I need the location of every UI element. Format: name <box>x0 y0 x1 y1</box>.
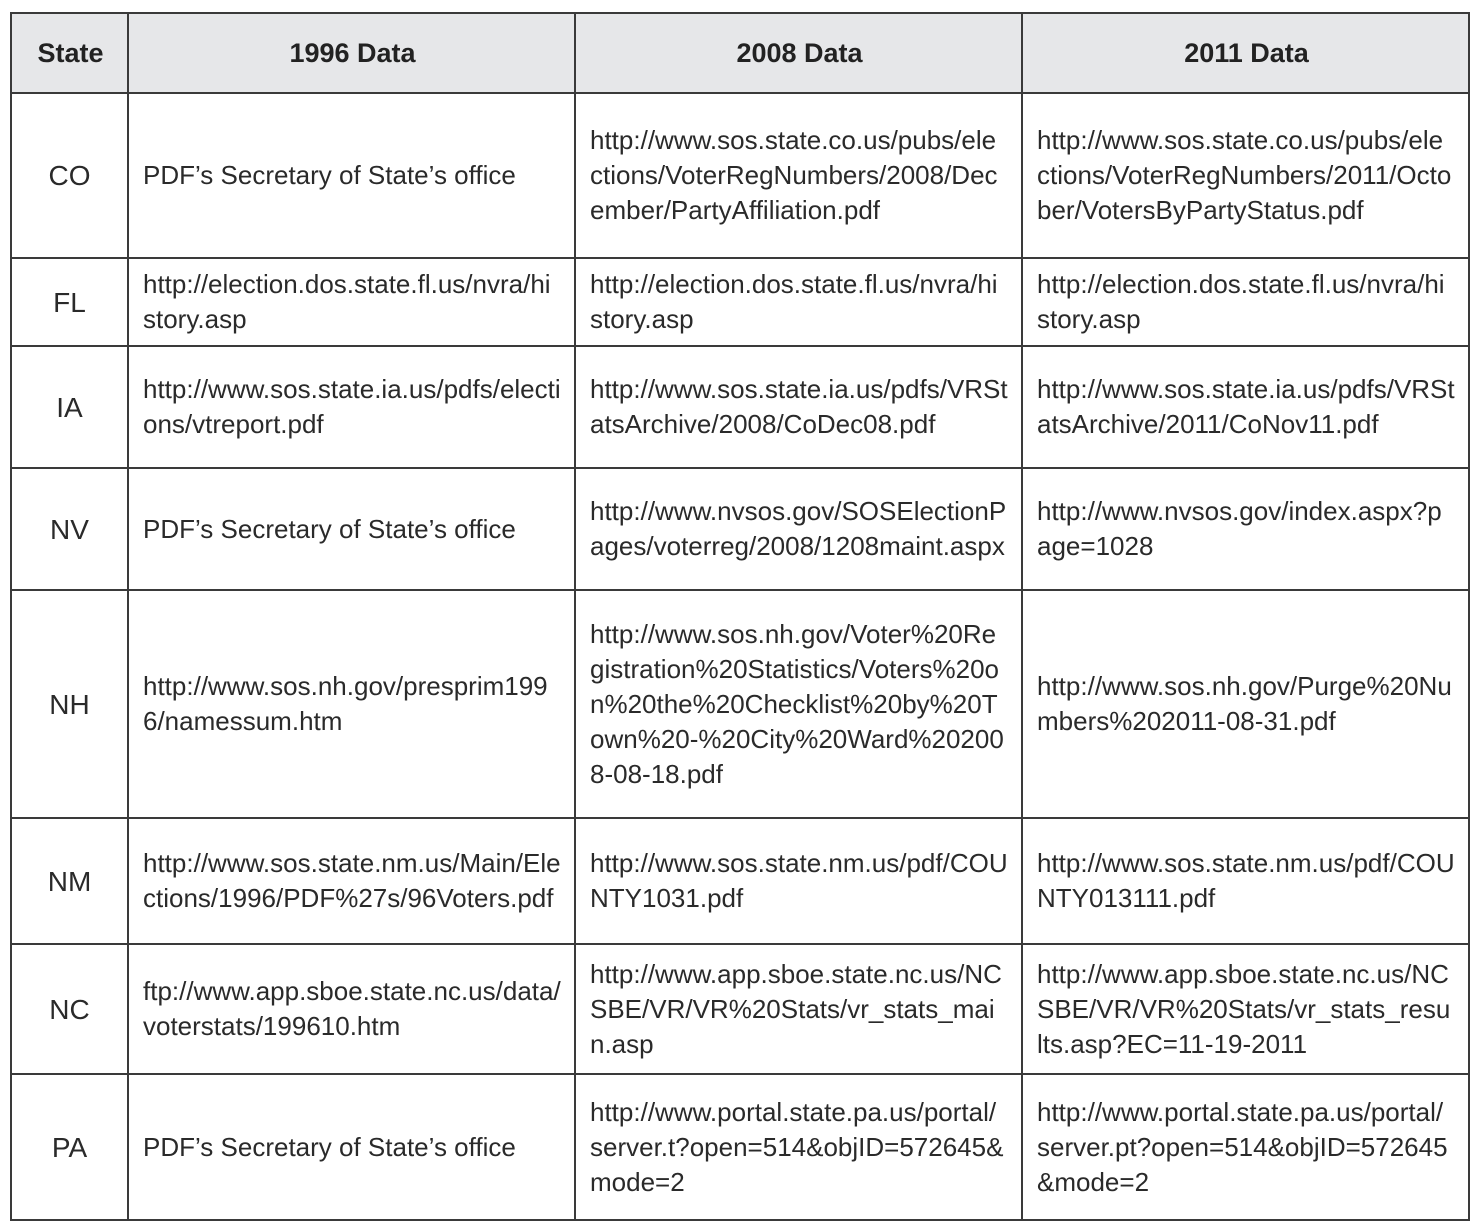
voter-data-sources-table <box>10 12 1470 1221</box>
data-1996-cell: PDF’s Secretary of State’s office <box>128 1074 575 1220</box>
data-2008-link[interactable]: http://www.sos.state.nm.us/pdf/COUNTY1031.pdf <box>575 818 1022 944</box>
data-2011-link[interactable]: http://election.dos.state.fl.us/nvra/history.asp <box>1022 258 1469 346</box>
header-state: State <box>11 13 128 93</box>
header-2011-data: 2011 Data <box>1022 13 1469 93</box>
state-cell: CO <box>11 93 128 258</box>
data-2011-link[interactable]: http://www.nvsos.gov/index.aspx?page=1028 <box>1022 468 1469 590</box>
table-row <box>11 818 1469 944</box>
state-cell: NV <box>11 468 128 590</box>
data-1996-link[interactable]: http://www.sos.nh.gov/presprim1996/namessum.htm <box>128 590 575 818</box>
data-2008-link[interactable]: http://www.sos.state.ia.us/pdfs/VRStatsArchive/2008/CoDec08.pdf <box>575 346 1022 468</box>
data-2008-link[interactable]: http://www.portal.state.pa.us/portal/server.t?open=514&objID=572645&mode=2 <box>575 1074 1022 1220</box>
state-cell: NM <box>11 818 128 944</box>
data-1996-cell: PDF’s Secretary of State’s office <box>128 468 575 590</box>
data-2008-link[interactable]: http://www.sos.nh.gov/Voter%20Registration%20Statistics/Voters%20on%20the%20Checklist%20by%20Town%20-%20City%20Ward%202008-08-18.pdf <box>575 590 1022 818</box>
header-row <box>11 13 1469 93</box>
state-cell: PA <box>11 1074 128 1220</box>
state-cell: NC <box>11 944 128 1074</box>
data-1996-cell: PDF’s Secretary of State’s office <box>128 93 575 258</box>
data-2008-link[interactable]: http://www.sos.state.co.us/pubs/elections/VoterRegNumbers/2008/December/PartyAffiliation.pdf <box>575 93 1022 258</box>
header-2008-data: 2008 Data <box>575 13 1022 93</box>
data-2008-link[interactable]: http://www.app.sboe.state.nc.us/NCSBE/VR/VR%20Stats/vr_stats_main.asp <box>575 944 1022 1074</box>
data-2011-link[interactable]: http://www.sos.nh.gov/Purge%20Numbers%202011-08-31.pdf <box>1022 590 1469 818</box>
header-1996-data: 1996 Data <box>128 13 575 93</box>
state-cell: IA <box>11 346 128 468</box>
table-row <box>11 258 1469 346</box>
data-1996-link[interactable]: http://election.dos.state.fl.us/nvra/history.asp <box>128 258 575 346</box>
data-1996-link[interactable]: ftp://www.app.sboe.state.nc.us/data/voterstats/199610.htm <box>128 944 575 1074</box>
table-row <box>11 1074 1469 1220</box>
data-2008-link[interactable]: http://www.nvsos.gov/SOSElectionPages/voterreg/2008/1208maint.aspx <box>575 468 1022 590</box>
data-2011-link[interactable]: http://www.sos.state.nm.us/pdf/COUNTY013111.pdf <box>1022 818 1469 944</box>
table-row <box>11 93 1469 258</box>
table-row <box>11 944 1469 1074</box>
data-2011-link[interactable]: http://www.sos.state.ia.us/pdfs/VRStatsArchive/2011/CoNov11.pdf <box>1022 346 1469 468</box>
table-row <box>11 590 1469 818</box>
data-2011-link[interactable]: http://www.sos.state.co.us/pubs/elections/VoterRegNumbers/2011/October/VotersByPartyStatus.pdf <box>1022 93 1469 258</box>
state-cell: NH <box>11 590 128 818</box>
data-2008-link[interactable]: http://election.dos.state.fl.us/nvra/history.asp <box>575 258 1022 346</box>
data-1996-link[interactable]: http://www.sos.state.ia.us/pdfs/elections/vtreport.pdf <box>128 346 575 468</box>
data-1996-link[interactable]: http://www.sos.state.nm.us/Main/Elections/1996/PDF%27s/96Voters.pdf <box>128 818 575 944</box>
data-2011-link[interactable]: http://www.app.sboe.state.nc.us/NCSBE/VR/VR%20Stats/vr_stats_results.asp?EC=11-19-2011 <box>1022 944 1469 1074</box>
state-cell: FL <box>11 258 128 346</box>
data-2011-link[interactable]: http://www.portal.state.pa.us/portal/server.pt?open=514&objID=572645&mode=2 <box>1022 1074 1469 1220</box>
table-row <box>11 468 1469 590</box>
table-row <box>11 346 1469 468</box>
